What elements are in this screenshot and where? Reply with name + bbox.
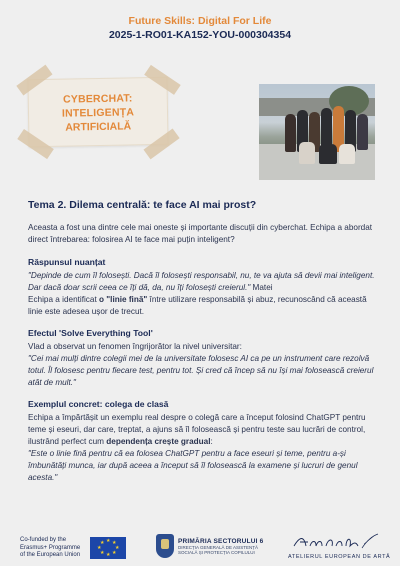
subheading-efect: Efectul 'Solve Everything Tool' — [28, 328, 153, 338]
project-code: 2025-1-RO01-KA152-YOU-000304354 — [108, 29, 292, 41]
subheading-raspuns: Răspunsul nuanțat — [28, 257, 106, 267]
primaria-sub-2: SOCIALĂ ȘI PROTECȚIA COPILULUI — [178, 550, 255, 555]
subheading-exemplu: Exemplul concret: colega de clasă — [28, 399, 169, 409]
section-intro: Aceasta a fost una dintre cele mai oneste și importante discuții din cyberchat. Echipa a abordat direct întrebarea: folosirea AI te face mai puțin inteligent? — [28, 223, 373, 244]
efect-body — [28, 341, 380, 389]
efect-quote: "Cei mai mulți dintre colegii mei de la universitate folosesc AI ca pe un instrument care rezolvă totul. Îl folosesc pentru fiecare test, pentru tot. Și cred că încep să nu își mai folosească creierul atât de mult." — [28, 354, 374, 387]
primaria-sub-1: DIRECȚIA GENERALĂ DE ASISTENȚĂ — [178, 545, 259, 550]
primaria-title: PRIMĂRIA SECTORULUI 6 — [178, 538, 264, 545]
exemplu-text-bold: dependența crește gradual — [106, 437, 211, 446]
tape-decoration — [16, 65, 52, 96]
raspuns-quote: "Depinde de cum îl folosești. Dacă îl folosești responsabil, nu, te va ajuta să devii mai inteligent. Dar dacă doar scrii ceea ce îți dă, da, nu îți folosești creierul." — [28, 271, 375, 292]
photo-person — [299, 142, 315, 164]
quote-author: Matei — [250, 283, 273, 292]
primaria-logo-text — [178, 538, 263, 555]
tape-decoration — [144, 65, 181, 95]
group-photo — [259, 84, 375, 180]
eu-line-3: of the European Union — [20, 552, 81, 558]
eu-line-1: Co-funded by the — [20, 537, 67, 543]
exemplu-body — [28, 412, 380, 484]
section-title: Tema 2. Dilema centrală: te face AI mai prost? — [28, 199, 257, 211]
atelier-text: ATELIERUL EUROPEAN DE ARTĂ — [288, 554, 391, 560]
sector6-emblem-icon — [156, 534, 174, 558]
photo-person — [319, 144, 337, 164]
raspuns-body — [28, 270, 380, 318]
page-header — [0, 14, 400, 42]
eu-flag-icon: ★ ★ ★ ★ ★ ★ ★ ★ — [90, 537, 126, 559]
eu-line-2: Erasmus+ Programme — [20, 544, 81, 551]
photo-person — [339, 144, 355, 164]
raspuns-text-bold: o "linie fină" — [99, 295, 148, 304]
tag-line-1: CYBERCHAT: — [62, 92, 133, 106]
photo-person — [357, 114, 368, 150]
exemplu-text-b: : — [210, 437, 213, 446]
raspuns-text-a: Echipa a identificat — [28, 295, 100, 304]
footer-logos — [0, 530, 400, 566]
signature-logo-icon — [290, 532, 380, 552]
eu-cofunded-text — [20, 537, 80, 560]
topic-tag — [27, 77, 168, 147]
program-title: Future Skills: Digital For Life — [128, 15, 272, 27]
exemplu-text-a: Echipa a împărtășit un exemplu real despre o colegă care a început folosind ChatGPT pentru teme și eseuri, dar care, treptat, a ajuns să îl folosească și pentru teste sau lucrări de control, ilustrând perfect cum — [28, 413, 366, 446]
photo-person — [285, 114, 296, 152]
exemplu-quote: "Este o linie fină pentru că ea folosea ChatGPT pentru a face eseuri și teme, pentru a-și îmbunătăți munca, iar după aceea a început să îl folosească la examene și lucruri de genul acesta." — [28, 449, 358, 482]
article-content — [28, 198, 380, 493]
raspuns-text-b: între utilizare responsabilă și abuz, recunoscând că această linie este adesea ușor de trecut. — [28, 295, 367, 316]
tag-line-3: ARTIFICIALĂ — [65, 120, 132, 134]
tag-line-2: INTELIGENȚA — [61, 106, 135, 120]
efect-intro: Vlad a observat un fenomen îngrijorător la nivel universitar: — [28, 342, 242, 351]
